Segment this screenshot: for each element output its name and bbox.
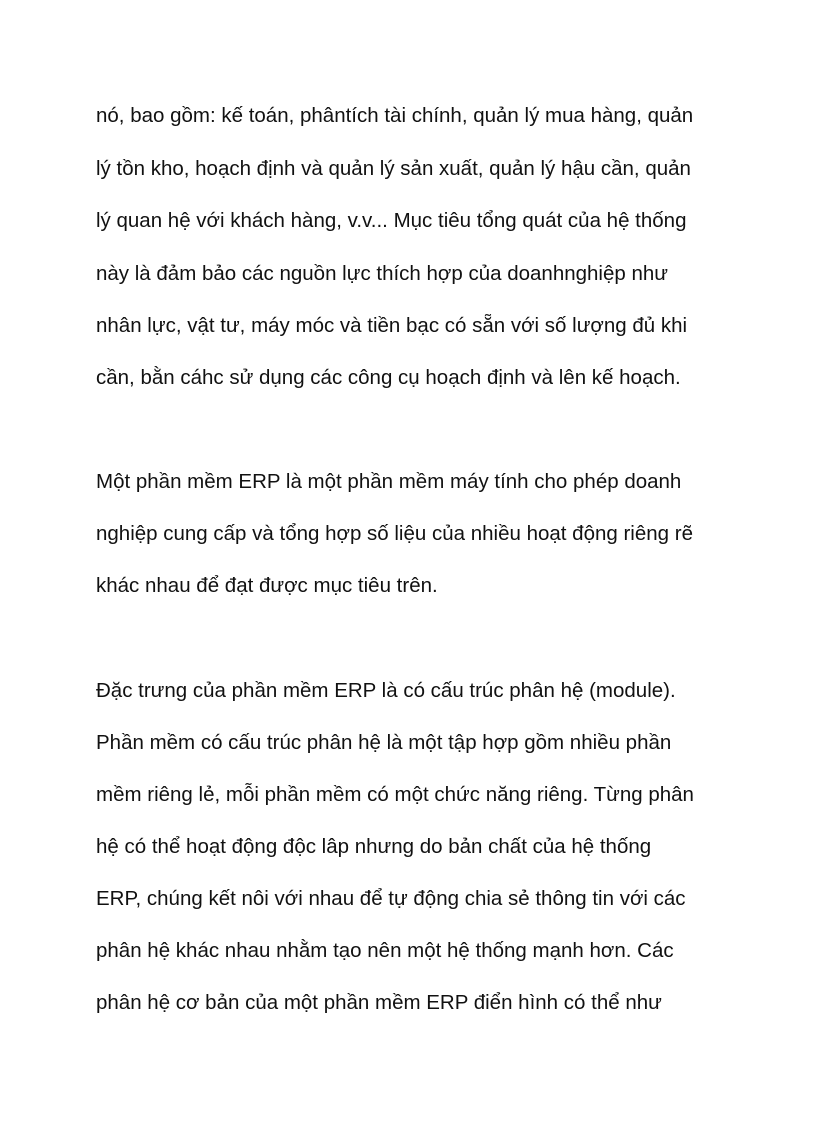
paragraph-3-line-3: mềm riêng lẻ, mỗi phần mềm có một chức năng riêng. Từng phân	[96, 783, 694, 806]
paragraph-3-line-6: phân hệ khác nhau nhằm tạo nên một hệ thống mạnh hơn. Các	[96, 939, 674, 962]
paragraph-1-line-1: nó, bao gồm: kế toán, phântích tài chính, quản lý mua hàng, quản	[96, 104, 694, 127]
paragraph-2-line-3: khác nhau để đạt được mục tiêu trên.	[96, 574, 438, 597]
paragraph-3-line-7: phân hệ cơ bản của một phần mềm ERP điển hình có thể như	[96, 991, 662, 1014]
paragraph-2-line-2: nghiệp cung cấp và tổng hợp số liệu của nhiều hoạt động riêng rẽ	[96, 522, 693, 545]
paragraph-1-line-6: cần, bằn cáhc sử dụng các công cụ hoạch định và lên kế hoạch.	[96, 366, 681, 389]
paragraph-3-line-4: hệ có thể hoạt động độc lâp nhưng do bản chất của hệ thống	[96, 835, 652, 858]
paragraph-3-line-2: Phần mềm có cấu trúc phân hệ là một tập hợp gồm nhiều phần	[96, 731, 672, 754]
paragraph-1-line-4: này là đảm bảo các nguồn lực thích hợp của doanhnghiệp như	[96, 262, 669, 285]
paragraph-1-line-3: lý quan hệ với khách hàng, v.v... Mục tiêu tổng quát của hệ thống	[96, 209, 687, 232]
paragraph-1-line-2: lý tồn kho, hoạch định và quản lý sản xuất, quản lý hậu cần, quản	[96, 157, 691, 180]
paragraph-2-line-1: Một phần mềm ERP là một phần mềm máy tính cho phép doanh	[96, 470, 682, 493]
paragraph-1-line-5: nhân lực, vật tư, máy móc và tiền bạc có sẵn với số lượng đủ khi	[96, 314, 688, 337]
paragraph-3-line-5: ERP, chúng kết nôi với nhau để tự động chia sẻ thông tin với các	[96, 887, 686, 910]
paragraph-3-line-1: Đặc trưng của phần mềm ERP là có cấu trúc phân hệ (module).	[96, 679, 676, 702]
